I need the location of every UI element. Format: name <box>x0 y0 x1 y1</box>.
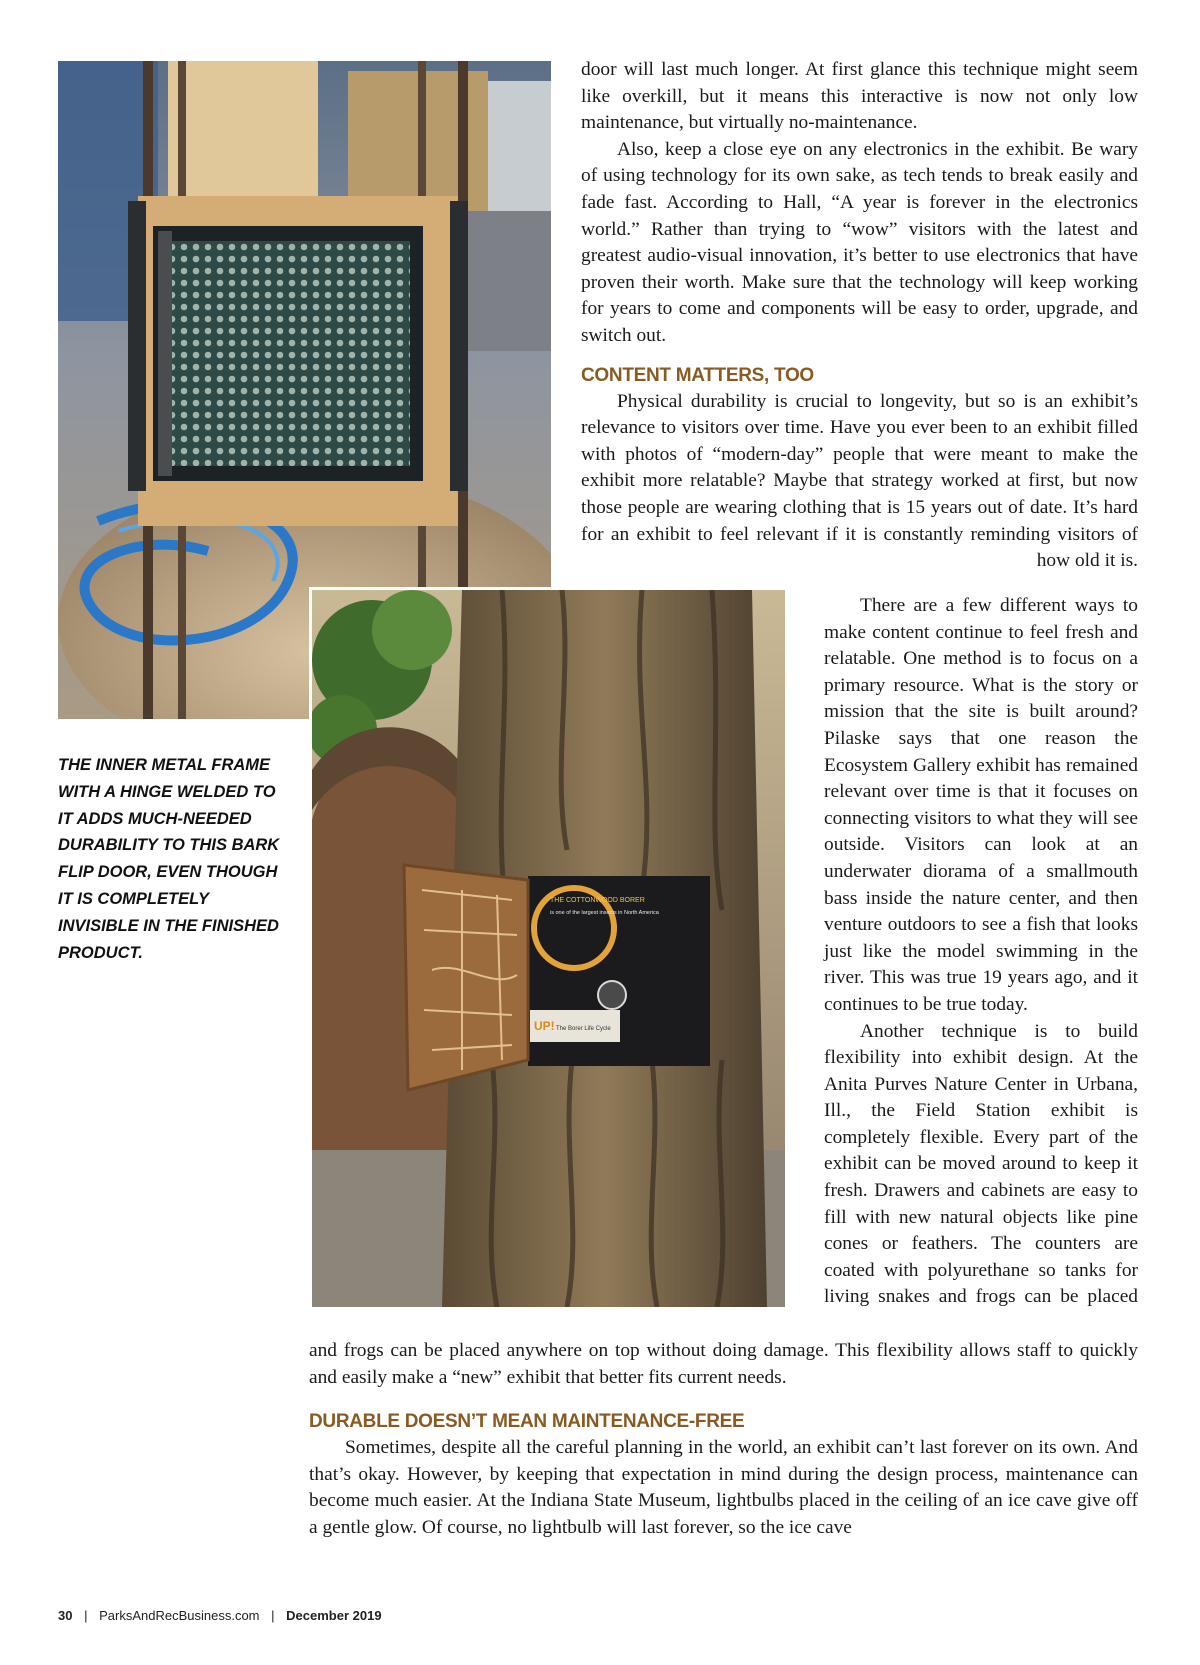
footer-website: ParksAndRecBusiness.com <box>99 1608 260 1623</box>
paragraph-electronics: Also, keep a close eye on any electronics in the exhibit. Be wary of using technology for its own sake, as tech tends to break easily and fade fast. According to Hall, “A year is forever in the electronics world.” Rather than trying to “wow” visitors with the latest and greatest audio-visual innovation, it’s better to use electronics that have proven their worth. Make sure that the technology will keep working for years to come and components will be easy to order, upgrade, and switch out. <box>581 138 1138 346</box>
footer-issue: December 2019 <box>286 1608 382 1623</box>
panel-title: THE COTTONWOOD BORER <box>550 897 645 904</box>
paragraph-fresh-content: There are a few different ways to make content continue to feel fresh and relatable. One method is to focus on a primary resource. What is the story or mission that the site is built around? Pilaske says that one reason the Ecosystem Gallery exhibit has remained relevant over time is that it focuses on connecting visitors to what they will see outside. Visitors can look at an underwater diorama of a smallmouth bass inside the nature center, and then venture outdoors to see a fish that looks just like the model swimming in the river. This was true 19 years ago, and it continues to be true today. <box>824 595 1138 1015</box>
right-column-upper <box>581 57 1138 575</box>
paragraph-flexibility-end: and frogs can be placed anywhere on top without doing damage. This flexibility allows staff to quickly and easily make a “new” exhibit that better fits current needs. <box>309 1340 1138 1388</box>
heading-content-matters: CONTENT MATTERS, TOO <box>581 364 814 386</box>
lower-column <box>309 1338 1138 1542</box>
page-number: 30 <box>58 1608 73 1623</box>
paragraph-door: door will last much longer. At first glance this technique might seem like overkill, but it means this interactive is now not only low maintenance, but virtually no-maintenance. <box>581 59 1138 134</box>
tree-flip-door-illustration <box>312 590 785 1307</box>
photo-caption: THE INNER METAL FRAME WITH A HINGE WELDED TO IT ADDS MUCH-NEEDED DURABILITY TO THIS BARK FLIP DOOR, EVEN THOUGH IT IS COMPLETELY INVISIBLE IN THE FINISHED PRODUCT. <box>58 756 280 962</box>
panel-logo-mark: UP! <box>534 1019 555 1033</box>
panel-subtitle: is one of the largest insects in North America <box>550 910 659 916</box>
photo-tree-flip-door <box>309 587 785 1307</box>
page-footer: 30 | ParksAndRecBusiness.com | December 2019 <box>58 1608 382 1623</box>
heading-durable: DURABLE DOESN’T MEAN MAINTENANCE-FREE <box>309 1411 745 1433</box>
paragraph-maintenance: Sometimes, despite all the careful planning in the world, an exhibit can’t last forever on its own. And that’s okay. However, by keeping that expectation in mind during the design process, maintenance can become much easier. At the Indiana State Museum, lightbulbs placed in the ceiling of an ice cave give off a gentle glow. Of course, no lightbulb will last forever, so the ice cave <box>309 1437 1138 1538</box>
paragraph-flexibility: Another technique is to build flexibility into exhibit design. At the Anita Purves Nature Center in Urbana, Ill., the Field Station exhibit is completely flexible. Every part of the exhibit can be moved around to keep it fresh. Drawers and cabinets are easy to fill with new natural objects like pine cones or feathers. The counters are coated with polyurethane so tanks for living snakes and frogs can be placed <box>824 1020 1138 1308</box>
panel-logo-text: The Borer Life Cycle <box>556 1026 611 1032</box>
narrow-column <box>824 593 1138 1311</box>
paragraph-relevance: Physical durability is crucial to longevity, but so is an exhibit’s relevance to visitors over time. Have you ever been to an exhibit filled with photos of “modern-day” people that were meant to make the exhibit more relatable? Maybe that strategy worked at first, but now those people are wearing clothing that is 15 years out of date. It’s hard for an exhibit to feel relevant if it is constantly reminding visitors of how old it is. <box>581 390 1138 572</box>
